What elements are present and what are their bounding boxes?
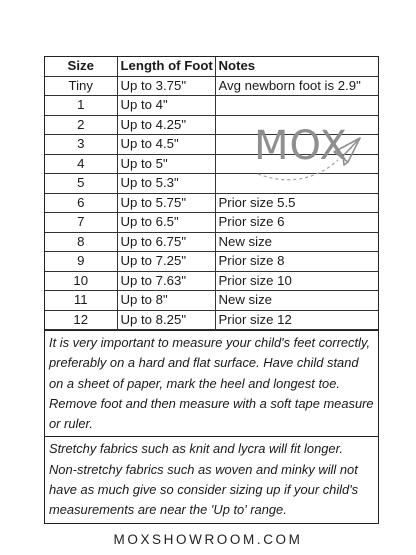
cell-foot-length: Up to 4" bbox=[117, 96, 215, 116]
cell-notes: New size bbox=[215, 291, 378, 311]
cell-foot-length: Up to 7.63" bbox=[117, 271, 215, 291]
cell-notes: Prior size 6 bbox=[215, 213, 378, 233]
table-header-row bbox=[45, 57, 378, 76]
table-row bbox=[45, 310, 378, 330]
cell-notes bbox=[215, 96, 378, 116]
cell-size: Tiny bbox=[45, 76, 117, 96]
cell-foot-length: Up to 8.25" bbox=[117, 310, 215, 330]
cell-size: 8 bbox=[45, 232, 117, 252]
cell-notes: Prior size 5.5 bbox=[215, 193, 378, 213]
logo-text: MOX bbox=[254, 123, 348, 169]
cell-size: 5 bbox=[45, 174, 117, 194]
cell-size: 10 bbox=[45, 271, 117, 291]
fabric-note: Stretchy fabrics such as knit and lycra will fit longer. Non-stretchy fabrics such as woven and minky will not have as much give so consider sizing up if your child's measurements are near the 'Up to' range. bbox=[45, 436, 378, 522]
cell-foot-length: Up to 3.75" bbox=[117, 76, 215, 96]
table-row bbox=[45, 291, 378, 311]
cell-size: 4 bbox=[45, 154, 117, 174]
table-row bbox=[45, 252, 378, 272]
header-size: Size bbox=[45, 57, 117, 76]
cell-foot-length: Up to 7.25" bbox=[117, 252, 215, 272]
cell-size: 11 bbox=[45, 291, 117, 311]
website-footer: MOXSHOWROOM.COM bbox=[113, 532, 303, 547]
table-row bbox=[45, 213, 378, 233]
cell-size: 12 bbox=[45, 310, 117, 330]
cell-size: 6 bbox=[45, 193, 117, 213]
cell-notes: Prior size 12 bbox=[215, 310, 378, 330]
cell-size: 9 bbox=[45, 252, 117, 272]
header-notes: Notes bbox=[215, 57, 378, 76]
cell-foot-length: Up to 8" bbox=[117, 291, 215, 311]
table-row bbox=[45, 271, 378, 291]
cell-notes: New size bbox=[215, 232, 378, 252]
table-row bbox=[45, 232, 378, 252]
cell-foot-length: Up to 5.3" bbox=[117, 174, 215, 194]
cell-foot-length: Up to 4.5" bbox=[117, 135, 215, 155]
cell-size: 1 bbox=[45, 96, 117, 116]
cell-notes: Avg newborn foot is 2.9" bbox=[215, 76, 378, 96]
table-row bbox=[45, 193, 378, 213]
size-table bbox=[45, 57, 378, 330]
cell-notes: Prior size 8 bbox=[215, 252, 378, 272]
cell-foot-length: Up to 4.25" bbox=[117, 115, 215, 135]
cell-foot-length: Up to 5" bbox=[117, 154, 215, 174]
table-row bbox=[45, 96, 378, 116]
measuring-note: It is very important to measure your child's feet correctly, preferably on a hard and flat surface. Have child stand on a sheet of paper, mark the heel and longest toe. Remove foot and then measure with a soft tape measure or ruler. bbox=[45, 330, 378, 436]
cell-foot-length: Up to 5.75" bbox=[117, 193, 215, 213]
cell-foot-length: Up to 6.75" bbox=[117, 232, 215, 252]
table-row bbox=[45, 76, 378, 96]
cell-size: 2 bbox=[45, 115, 117, 135]
cell-size: 3 bbox=[45, 135, 117, 155]
cell-foot-length: Up to 6.5" bbox=[117, 213, 215, 233]
mox-logo bbox=[254, 118, 364, 190]
cell-size: 7 bbox=[45, 213, 117, 233]
header-length-of-foot: Length of Foot bbox=[117, 57, 215, 76]
cell-notes: Prior size 10 bbox=[215, 271, 378, 291]
size-table-body bbox=[45, 76, 378, 330]
